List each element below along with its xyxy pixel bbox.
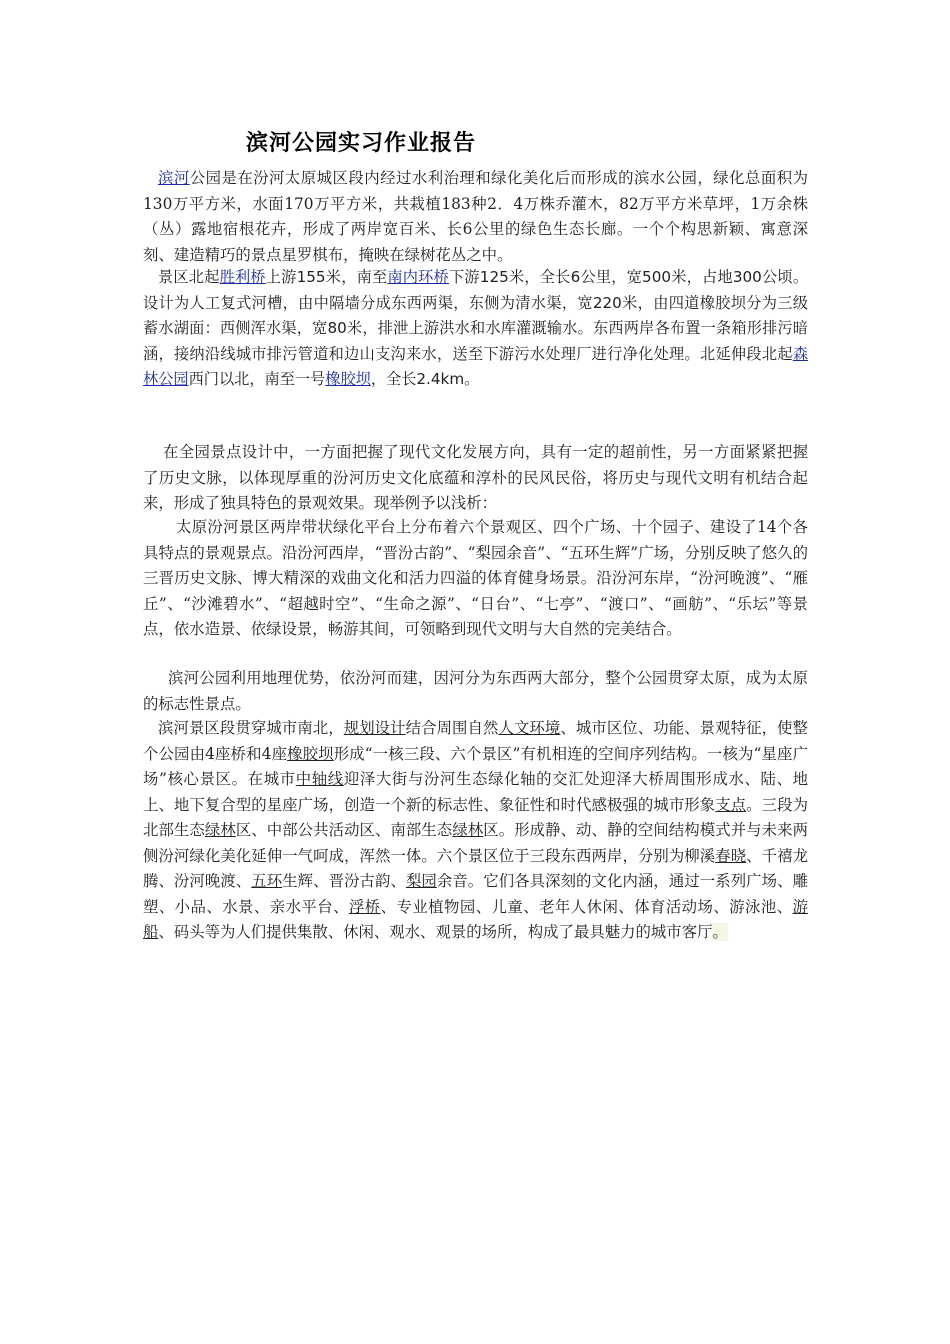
term-central-axis[interactable]: 中轴线 <box>295 770 344 788</box>
link-nanneihuan-bridge[interactable]: 南内环桥 <box>387 268 449 286</box>
paragraph-text: 。三段为北部生态 <box>143 795 808 839</box>
paragraph-text: 迎泽大街与汾河生态绿化轴的交汇处迎泽大桥周围形成水、陆、地上、地下复合型的星座广场，创造一个新的标志性、象征性和时代感极强的城市形象 <box>143 770 808 814</box>
paragraph-structure <box>143 716 808 946</box>
highlighted-end: 。 <box>712 923 728 941</box>
paragraph-text: 西门以北，南至一号 <box>188 370 326 388</box>
term-floating-bridge[interactable]: 浮桥 <box>348 897 381 916</box>
paragraph-text: 景区北起 <box>158 268 220 286</box>
paragraph-location: 滨河公园利用地理优势，依汾河而建，因河分为东西两大部分，整个公园贯穿太原，成为太原的标志性景点。 <box>143 669 808 713</box>
link-forest-park[interactable]: 森林公园 <box>143 344 808 388</box>
page-title: 滨河公园实习作业报告 <box>246 131 477 156</box>
paragraph-intro <box>143 166 808 268</box>
term-pleasure-boat[interactable]: 游船 <box>143 897 808 941</box>
paragraph-scenic-areas: 太原汾河景区两岸带状绿化平台上分布着六个景观区、四个广场、十个园子、建设了14个各具特点的景观景点。沿汾河西岸，“晋汾古韵”、“梨园余音”、“五环生辉”广场，分别反映了悠久的三晋历史文脉、博大精深的戏曲文化和活力四溢的体育健身场景。沿汾河东岸，“汾河晚渡”、“雁丘”、“沙滩碧水”、“超越时空”、“生命之源”、“日台”、“七亭”、“渡口”、“画舫”、“乐坛”等景点，依水造景、依绿设景，畅游其间，可领略到现代文明与大自然的完美结合。 <box>143 518 808 638</box>
paragraph-text: 滨河景区段贯穿城市南北， <box>158 719 344 737</box>
paragraph-text: 区。形成静、动、静的空间结构模式并与未来两侧汾河绿化美化延伸一气呵成，浑然一体。六个景区位于三段东西两岸，分别为柳溪 <box>143 821 808 865</box>
term-green-forest[interactable]: 绿林 <box>204 821 236 839</box>
paragraph-text: 上游155米，南至 <box>265 268 388 286</box>
term-spring-dawn[interactable]: 春晓 <box>715 846 747 865</box>
term-planning-design[interactable]: 规划设计 <box>343 719 406 737</box>
paragraph-text: 、专业植物园、儿童、老年人休闲、体育活动场、游泳池、 <box>380 897 793 916</box>
paragraph-design: 在全园景点设计中，一方面把握了现代文化发展方向，具有一定的超前性，另一方面紧紧把握了历史文脉，以体现厚重的汾河历史文化底蕴和淳朴的民风民俗，将历史与现代文明有机结合起来，形成了独具特色的景观效果。现举例予以浅析： <box>143 443 808 512</box>
paragraph-text: 、码头等为人们提供集散、休闲、观水、观景的场所，构成了最具魅力的城市客厅 <box>158 923 713 941</box>
paragraph-text: 形成“一核三段、六个景区”有机相连的空间序列结构。一核为“星座广场”核心景区。在城市 <box>143 744 808 788</box>
term-fulcrum[interactable]: 支点 <box>715 795 747 814</box>
paragraph-text: 区、中部公共活动区、南部生态 <box>235 821 453 839</box>
paragraph-text: 生辉、晋汾古韵、 <box>282 872 406 890</box>
paragraph-scope <box>143 265 808 393</box>
paragraph-text: 下游125米，全长6公里，宽500米，占地300公顷。设计为人工复式河槽，由中隔墙分成东西两渠，东侧为清水渠，宽220米，由四道橡胶坝分为三级蓄水湖面：西侧浑水渠，宽80米，排泄上游洪水和水库灌溉输水。东西两岸各布置一条箱形排污暗涵，接纳沿线城市排污管道和边山支沟来水，送至下游污水处理厂进行净化处理。北延伸段北起 <box>143 268 809 363</box>
term-green-forest[interactable]: 绿林 <box>452 821 484 839</box>
term-five-rings[interactable]: 五环 <box>251 872 283 890</box>
term-human-environment[interactable]: 人文环境 <box>498 719 561 737</box>
link-rubber-dam[interactable]: 橡胶坝 <box>325 370 371 388</box>
paragraph-text: 、千禧龙腾、汾河晚渡、 <box>143 846 808 890</box>
paragraph-text: 公园是在汾河太原城区段内经过水利治理和绿化美化后而形成的滨水公园，绿化总面积为130万平方米，水面170万平方米，共栽植183种2．4万株乔灌木，82万平方米草坪，1万余株（丛）露地宿根花卉，形成了两岸宽百米、长6公里的绿色生态长廊。一个个构思新颖、寓意深刻、建造精巧的景点星罗棋布，掩映在绿树花丛之中。 <box>143 169 808 264</box>
paragraph-text: 、城市区位、功能、景观特征，使整个公园由4座桥和4座 <box>143 719 808 763</box>
link-binhe[interactable]: 滨河 <box>158 169 190 187</box>
term-rubber-dam[interactable]: 橡胶坝 <box>287 744 334 763</box>
paragraph-text: ，全长2.4km。 <box>370 370 480 388</box>
paragraph-text: 结合周围自然 <box>405 719 499 737</box>
paragraph-text: 余音。它们各具深刻的文化内涵，通过一系列广场、雕塑、小品、水景、亲水平台、 <box>143 872 808 916</box>
term-pear-garden[interactable]: 梨园 <box>405 872 437 890</box>
link-shengli-bridge[interactable]: 胜利桥 <box>219 268 266 286</box>
